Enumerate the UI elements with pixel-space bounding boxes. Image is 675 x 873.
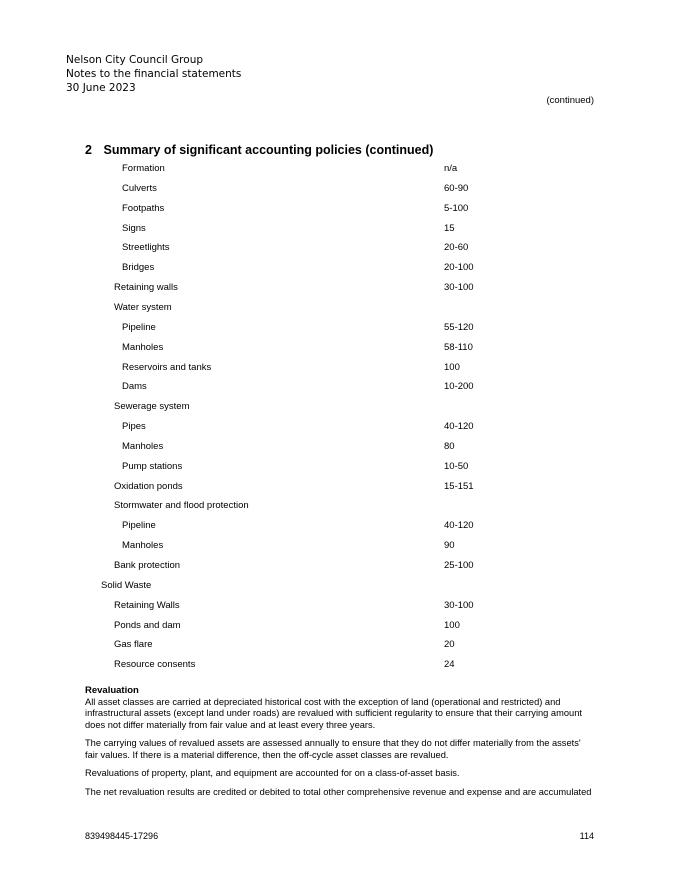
useful-life-row — [0, 480, 675, 494]
asset-label: Pump stations — [122, 460, 183, 472]
useful-life-value: 90 — [444, 540, 455, 552]
asset-label: Pipes — [122, 421, 146, 433]
revaluation-paragraph: Revaluations of property, plant, and equipment are accounted for on a class-of-asset basis. — [85, 768, 460, 778]
useful-life-value: 60-90 — [444, 182, 469, 194]
useful-life-row — [0, 420, 675, 434]
asset-label: Manholes — [122, 440, 164, 452]
section-number: 2 — [85, 143, 92, 157]
useful-life-row — [0, 539, 675, 553]
useful-life-value: 100 — [444, 619, 460, 631]
useful-life-row — [0, 361, 675, 375]
useful-life-row — [0, 619, 675, 633]
useful-life-row — [0, 281, 675, 295]
useful-life-value: 25-100 — [444, 560, 474, 571]
useful-life-value: 30-100 — [444, 282, 474, 294]
section-title: Summary of significant accounting policies (continued) — [103, 143, 434, 157]
asset-label: Formation — [122, 163, 165, 174]
useful-life-value: 24 — [444, 659, 455, 671]
continued-label: (continued) — [546, 95, 594, 106]
asset-label: Stormwater and flood protection — [114, 500, 249, 512]
useful-life-value: 10-200 — [444, 381, 474, 393]
useful-life-row — [0, 261, 675, 275]
asset-label: Water system — [114, 301, 172, 313]
useful-life-row — [0, 380, 675, 394]
asset-label: Pipeline — [122, 321, 156, 333]
asset-label: Manholes — [122, 341, 164, 353]
asset-label: Retaining walls — [114, 282, 178, 294]
useful-life-value: 20-60 — [444, 242, 469, 254]
useful-life-row — [0, 519, 675, 533]
asset-label: Bridges — [122, 262, 155, 274]
asset-label: Solid Waste — [101, 579, 152, 591]
useful-life-row — [0, 579, 675, 593]
asset-label: Retaining Walls — [114, 599, 180, 611]
useful-life-row — [0, 182, 675, 196]
asset-label: Footpaths — [122, 202, 165, 214]
useful-life-value: 40-120 — [444, 421, 474, 433]
useful-life-value: 20 — [444, 639, 455, 651]
useful-life-row — [0, 241, 675, 255]
organisation-name: Nelson City Council Group — [66, 54, 204, 66]
useful-life-value: 30-100 — [444, 599, 474, 611]
useful-life-value: 55-120 — [444, 321, 474, 333]
document-header — [66, 53, 241, 95]
section-heading — [85, 143, 433, 157]
revaluation-section — [85, 685, 595, 805]
revaluation-paragraph: The net revaluation results are credited or debited to total other comprehensive revenue and expense and are accumulated — [85, 786, 592, 797]
revaluation-paragraph: The carrying values of revalued assets are assessed annually to ensure that they do not differ materially from the assets' fair values. If there is a material difference, then the off-cycle asset classes are revalued. — [85, 738, 581, 760]
useful-life-row — [0, 400, 675, 414]
asset-label: Resource consents — [114, 659, 196, 671]
useful-life-row — [0, 440, 675, 454]
page-number: 114 — [579, 831, 594, 841]
useful-life-row — [0, 460, 675, 474]
useful-life-value: 10-50 — [444, 460, 469, 472]
asset-label: Manholes — [122, 540, 164, 552]
useful-life-row — [0, 499, 675, 513]
useful-life-value: 40-120 — [444, 520, 474, 532]
asset-label: Signs — [122, 222, 146, 234]
useful-life-row — [0, 222, 675, 236]
asset-label: Gas flare — [114, 639, 153, 651]
useful-life-value: 15-151 — [444, 480, 474, 492]
document-title: Notes to the financial statements — [66, 68, 242, 80]
revaluation-paragraph: All asset classes are carried at depreciated historical cost with the exception of land (operational and restricted) and infrastructural assets (except land under roads) are revalued with sufficient regularity to ensure that their carrying amount does not differ materially from fair value and at least every three years. — [85, 696, 582, 730]
useful-life-row — [0, 599, 675, 613]
asset-label: Streetlights — [122, 242, 170, 254]
revaluation-heading: Revaluation — [85, 685, 139, 696]
document-id: 839498445-17296 — [85, 831, 159, 841]
useful-life-row — [0, 162, 675, 176]
useful-life-row — [0, 658, 675, 672]
asset-label: Ponds and dam — [114, 619, 181, 631]
useful-life-value: 5-100 — [444, 202, 469, 214]
useful-life-value: 100 — [444, 361, 460, 373]
asset-label: Pipeline — [122, 520, 156, 532]
useful-life-value: 80 — [444, 440, 455, 452]
asset-label: Sewerage system — [114, 401, 190, 413]
useful-life-row — [0, 341, 675, 355]
report-date: 30 June 2023 — [66, 82, 136, 94]
useful-life-value: 58-110 — [444, 341, 473, 353]
useful-life-value: n/a — [444, 163, 458, 174]
asset-label: Reservoirs and tanks — [122, 361, 212, 373]
useful-life-row — [0, 559, 675, 573]
useful-life-value: 20-100 — [444, 262, 474, 274]
asset-label: Culverts — [122, 182, 157, 194]
useful-life-row — [0, 202, 675, 216]
asset-label: Bank protection — [114, 560, 181, 571]
asset-label: Dams — [122, 381, 147, 393]
useful-life-value: 15 — [444, 222, 455, 234]
useful-life-row — [0, 638, 675, 652]
useful-life-row — [0, 301, 675, 315]
asset-label: Oxidation ponds — [114, 480, 183, 492]
useful-life-row — [0, 321, 675, 335]
